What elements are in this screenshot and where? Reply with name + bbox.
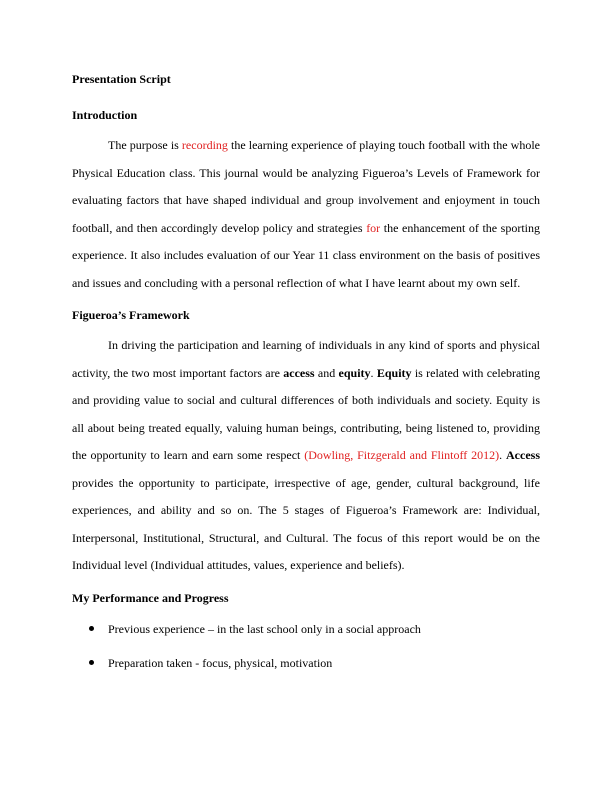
list-item (72, 649, 540, 677)
text-run: the enhancement of the sporting experience. It also includes evaluation of our Year 11 class environment on the basis of positives and issues and concluding with a personal reflection of what I have learnt about my own self. (72, 220, 541, 290)
text-run: In driving the participation and learning of individuals in any kind of sports and physical activity, the two most important factors are (72, 338, 540, 380)
bullet-icon (89, 626, 94, 631)
framework-heading: Figueroa’s Framework (72, 308, 190, 322)
list-item-text: Previous experience – in the last school only in a social approach (108, 621, 421, 636)
bold-term: access (283, 365, 315, 380)
bullet-icon (89, 660, 94, 665)
list-item-text: Preparation taken - focus, physical, motivation (108, 655, 333, 670)
text-run: . (370, 365, 377, 380)
performance-bullet-list (72, 615, 540, 677)
highlighted-word: for (366, 220, 381, 235)
bold-term: equity (338, 365, 371, 380)
list-item (72, 615, 540, 643)
bold-term: Equity (376, 365, 412, 380)
text-run: is related with celebrating and providing value to social and cultural differences of both individuals and society. Equity is all about being treated equally, valuing human beings, contributing, being listened to, providing the opportunity to learn and earn some respect (72, 365, 541, 462)
document-body (72, 69, 540, 683)
highlighted-word: recording (181, 138, 228, 152)
text-run: the learning experience of playing touch football with the whole Physical Education class. This journal would be analyzing Figueroa’s Levels of Framework for evaluating factors that have shaped individual and group involvement and enjoyment in touch football, and then accordingly develop policy and strategies (72, 138, 541, 235)
text-run: The purpose is (108, 138, 182, 152)
framework-paragraph (72, 332, 540, 580)
text-run: and (314, 365, 339, 380)
text-run: provides the opportunity to participate, irrespective of age, gender, cultural background, life experiences, and ability and so on. The 5 stages of Figueroa’s Framework are: Individual, Interpersonal, Institutional, Structural, and Cultural. The focus of this report would be on the Individual level (Individual attitudes, values, experience and beliefs). (72, 475, 540, 572)
performance-heading: My Performance and Progress (72, 590, 229, 605)
bold-term: Access (506, 448, 540, 462)
document-title: Presentation Script (72, 72, 171, 86)
text-run: . (499, 448, 507, 462)
introduction-paragraph (72, 132, 540, 297)
introduction-heading: Introduction (72, 108, 138, 122)
citation: (Dowling, Fitzgerald and Flintoff 2012) (304, 448, 500, 462)
